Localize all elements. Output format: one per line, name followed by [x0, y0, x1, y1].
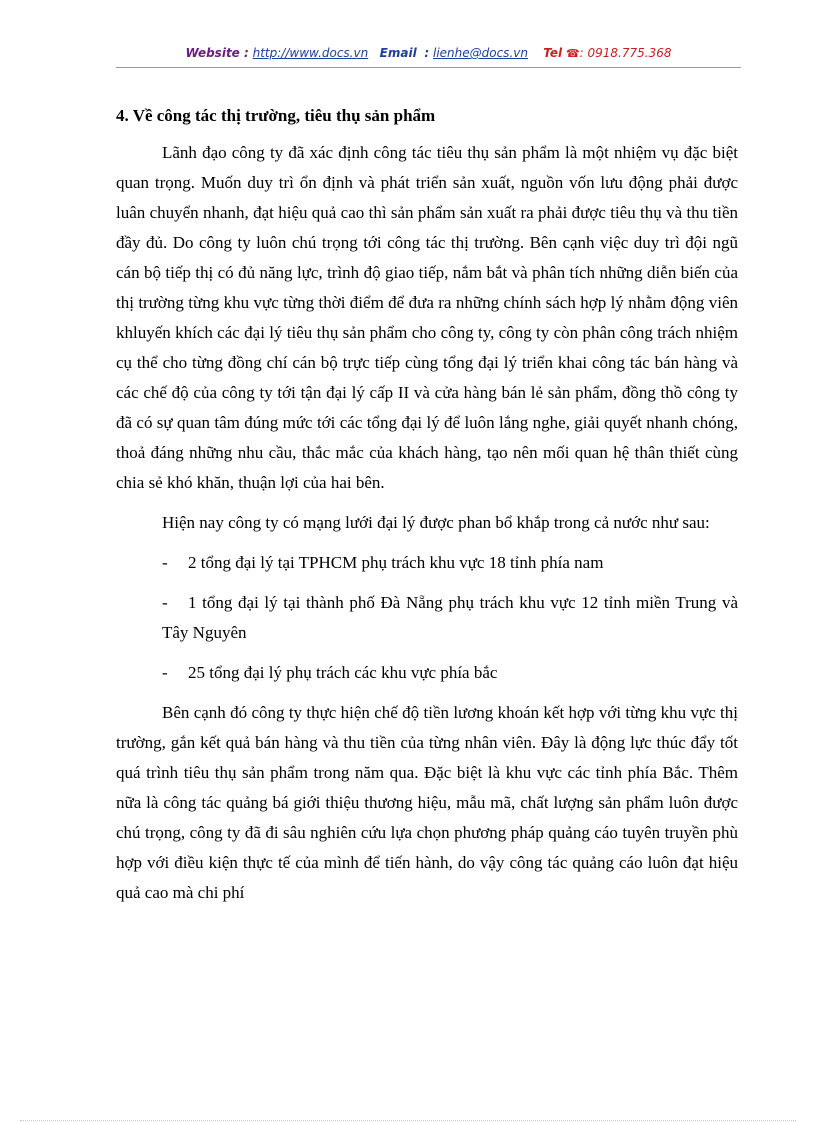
list-item	[116, 588, 738, 648]
website-label: Website :	[185, 46, 249, 60]
list-item-text: 2 tổng đại lý tại TPHCM phụ trách khu vực 18 tỉnh phía nam	[188, 553, 604, 572]
list-item-text: 25 tổng đại lý phụ trách các khu vực phía bắc	[188, 663, 498, 682]
bullet-marker: -	[162, 593, 168, 612]
email-separator: :	[424, 46, 430, 60]
list-item-text: 1 tổng đại lý tại thành phố Đà Nẵng phụ trách khu vực 12 tỉnh miền Trung và Tây Nguyên	[162, 593, 738, 642]
list-item	[116, 548, 738, 578]
tel-number: : 0918.775.368	[579, 46, 672, 60]
document-body	[116, 102, 738, 918]
phone-icon: ☎	[565, 47, 580, 60]
bullet-marker: -	[162, 663, 168, 682]
bullet-marker: -	[162, 553, 168, 572]
section-heading: 4. Về công tác thị trường, tiêu thụ sản phẩm	[116, 106, 436, 125]
email-link[interactable]: lienhe@docs.vn	[432, 46, 528, 60]
website-link[interactable]: http://www.docs.vn	[252, 46, 369, 60]
paragraph-1: Lãnh đạo công ty đã xác định công tác tiêu thụ sản phẩm là một nhiệm vụ đặc biệt quan trọng. Muốn duy trì ổn định và phát triển sản xuất, nguồn vốn lưu động phải được luân chuyển nhanh, đạt hiệu quả cao thì sản phẩm sản xuất ra phải được tiêu thụ và thu tiền đầy đủ. Do công ty luôn chú trọng tới công tác thị trường. Bên cạnh việc duy trì đội ngũ cán bộ tiếp thị có đủ năng lực, trình độ giao tiếp, nắm bắt và phân tích những diễn biến của thị trường từng khu vực từng thời điểm để đưa ra những chính sách hợp lý nhằm động viên khluyến khích các đại lý tiêu thụ sản phẩm cho công ty, công ty còn phân công trách nhiệm cụ thể cho từng đồng chí cán bộ trực tiếp cùng tổng đại lý triển khai công tác bán hàng và các chế độ của công ty tới tận đại lý cấp II và cửa hàng bán lẻ sản phẩm, đồng thồ công ty đã có sự quan tâm đúng mức tới các tổng đại lý để luôn lắng nghe, giải quyết nhanh chóng, thoả đáng những nhu cầu, thắc mắc của khách hàng, tạo nên mối quan hệ thân thiết cùng chia sẻ khó khăn, thuận lợi của hai bên.	[116, 143, 738, 492]
paragraph-2: Hiện nay công ty có mạng lưới đại lý được phan bổ khắp trong cả nước như sau:	[162, 513, 710, 532]
footer-divider	[20, 1120, 796, 1121]
paragraph-3: Bên cạnh đó công ty thực hiện chế độ tiền lương khoán kết hợp với từng khu vực thị trường, gắn kết quả bán hàng và thu tiền của từng nhân viên. Đây là động lực thúc đẩy tốt quá trình tiêu thụ sản phẩm trong năm qua. Đặc biệt là khu vực các tỉnh phía Bắc. Thêm nữa là công tác quảng bá giới thiệu thương hiệu, mẫu mã, chất lượng sản phẩm luôn được chú trọng, công ty đã đi sâu nghiên cứu lựa chọn phương pháp quảng cáo tuyên truyền phù hợp với điều kiện thực tế của mình để tiến hành, do vậy công tác quảng cáo luôn đạt hiệu quả cao mà chi phí	[116, 703, 738, 902]
tel-label: Tel	[543, 46, 563, 60]
email-label: Email	[379, 46, 417, 60]
page-header	[116, 46, 741, 60]
header-divider	[116, 67, 741, 68]
list-item	[116, 658, 738, 688]
